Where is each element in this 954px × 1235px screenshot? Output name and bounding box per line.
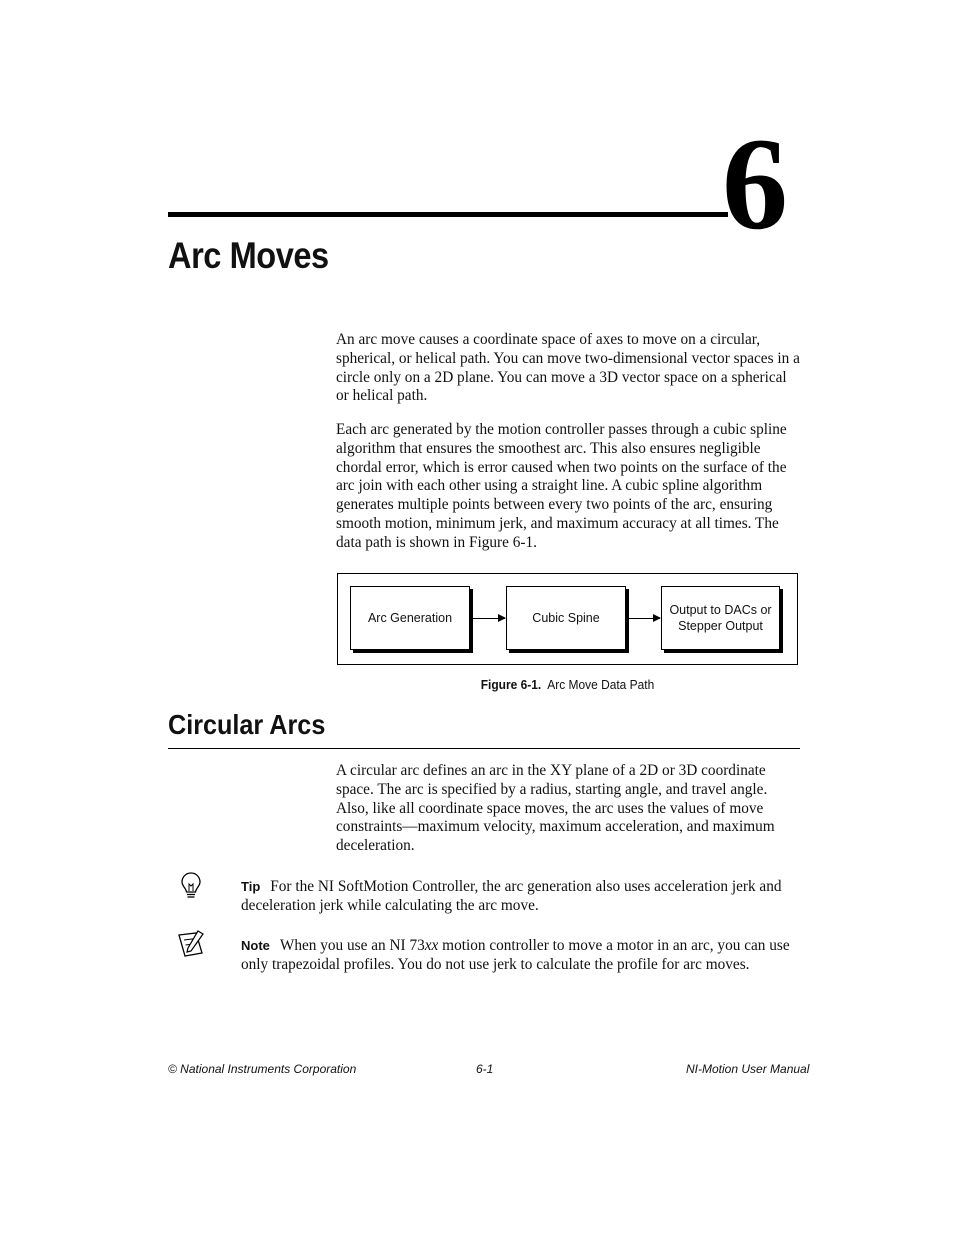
- note-text-italic: xx: [424, 937, 439, 954]
- intro-paragraph-1: An arc move causes a coordinate space of axes to move on a circular, spherical, or helical path. You can move two-dimensional vector spaces in a circle only on a 2D plane. You can move a 3D vector space on a spherical or helical path.: [336, 331, 800, 405]
- box-label: Arc Generation: [367, 611, 453, 625]
- arc-generation-box: [350, 586, 470, 650]
- flow-arrow-icon: [473, 618, 505, 619]
- footer-copyright: © National Instruments Corporation: [168, 1062, 357, 1076]
- figure-caption-text: Arc Move Data Path: [547, 677, 655, 692]
- footer-page-number: 6-1: [476, 1062, 494, 1076]
- tip-text: For the NI SoftMotion Controller, the arc generation also uses acceleration jerk and deceleration jerk while calculating the arc move.: [241, 878, 782, 914]
- chapter-number: 6: [722, 110, 788, 257]
- box-label: Cubic Spine: [532, 611, 600, 625]
- output-box: [661, 586, 780, 650]
- intro-paragraph-2: Each arc generated by the motion controller passes through a cubic spline algorithm that ensures the smoothest arc. This also ensures negligible chordal error, which is error caused when two points on the surface of the arc join with each other using a straight line. A cubic spline algorithm generates multiple points between every two points of the arc, ensuring smooth motion, minimum jerk, and maximum accuracy at all times. The data path is shown in Figure 6-1.: [336, 421, 787, 551]
- flow-arrow-icon: [629, 618, 660, 619]
- tip-callout: [241, 877, 801, 915]
- cubic-spine-box: [506, 586, 626, 650]
- figure-caption: [355, 677, 779, 692]
- box-label: Output to DACs or Stepper Output: [669, 603, 772, 633]
- section-title: Circular Arcs: [168, 709, 326, 740]
- tip-label: Tip: [241, 879, 261, 894]
- lightbulb-icon: [176, 870, 206, 900]
- note-text-after: motion controller to move a motor in an arc, you can use only trapezoidal profiles. You do not use jerk to calculate the profile for arc moves.: [241, 937, 790, 973]
- section-paragraph: A circular arc defines an arc in the XY plane of a 2D or 3D coordinate space. The arc is specified by a radius, starting angle, and travel angle. Also, like all coordinate space moves, the arc uses the values of move constraints—maximum velocity, maximum acceleration, and maximum deceleration.: [336, 762, 775, 855]
- note-text-before: When you use an NI 73: [279, 937, 425, 954]
- note-icon: [176, 929, 206, 959]
- note-label: Note: [241, 938, 270, 953]
- footer-manual-title: NI-Motion User Manual: [686, 1062, 810, 1076]
- chapter-title: Arc Moves: [168, 235, 329, 276]
- note-callout: [241, 936, 801, 974]
- figure-caption-label: Figure 6-1.: [480, 677, 542, 692]
- section-rule: [168, 748, 800, 749]
- chapter-rule: [168, 212, 728, 217]
